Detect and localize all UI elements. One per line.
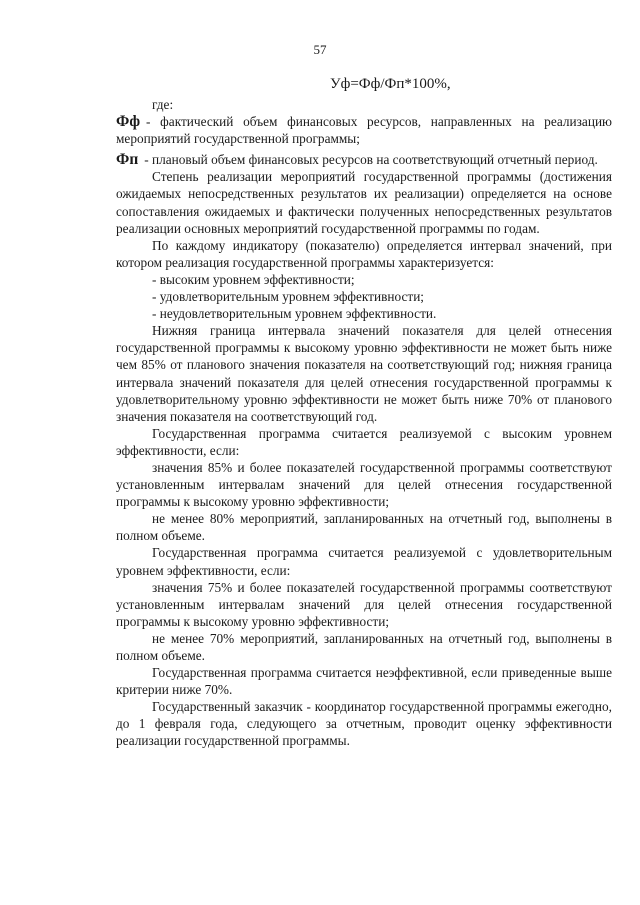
definition-fp: [116, 151, 612, 168]
definition-ff: [116, 113, 612, 147]
list-item: - неудовлетворительным уровнем эффективности.: [152, 306, 437, 322]
formula: [330, 76, 451, 93]
paragraph: не менее 80% мероприятий, запланированных на отчетный год, выполнены в полном объеме.: [116, 511, 612, 544]
list-item: - высоким уровнем эффективности;: [152, 271, 355, 287]
where-label: где:: [152, 97, 174, 112]
paragraph: Степень реализации мероприятий государственной программы (достижения ожидаемых непосредственных результатов их реализации) определяется на основе сопоставления ожидаемых и фактически полученных непосредственных результатов реализации основных мероприятий государственной программы по годам.: [116, 169, 612, 236]
paragraph: По каждому индикатору (показателю) определяется интервал значений, при котором реализация государственной программы характеризуется:: [116, 237, 612, 270]
paragraph: Государственный заказчик - координатор государственной программы ежегодно, до 1 февраля года, следующего за отчетным, проводит оценку эффективности реализации государственной программы.: [116, 699, 612, 749]
paragraph: значения 85% и более показателей государственной программы соответствуют установленным интервалам значений для целей отнесения государственной программы к высокому уровню эффективности;: [116, 459, 612, 510]
definition-term: Фп: [116, 151, 139, 169]
formula-suffix: ,: [446, 76, 451, 92]
paragraph: значения 75% и более показателей государственной программы соответствуют установленным интервалам значений для целей отнесения государственной программы к высокому уровню эффективности;: [116, 579, 612, 629]
paragraph: Нижняя граница интервала значений показателя для целей отнесения государственной программы к высокому уровню эффективности не может быть ниже чем 85% от планового значения показателя на соответствующий год; нижняя граница интервала значений показателя для целей отнесения государственной программы к удовлетворительному уровню эффективности не может быть ниже 70% от планового значения показателя на соответствующий год.: [116, 323, 612, 424]
paragraph: не менее 70% мероприятий, запланированных на отчетный год, выполнены в полном объеме.: [116, 630, 612, 663]
definition-text: - фактический объем финансовых ресурсов, направленных на реализацию мероприятий государственной программы;: [116, 114, 612, 147]
formula-text: Уф=Фф/Фп*100%: [330, 76, 447, 92]
definition-term: Фф: [116, 113, 141, 131]
document-body: [116, 96, 612, 750]
page-number: 57: [313, 42, 327, 57]
paragraph: Государственная программа считается реализуемой с высоким уровнем эффективности, если:: [116, 425, 612, 458]
list-item: - удовлетворительным уровнем эффективности;: [152, 289, 425, 305]
paragraph: Государственная программа считается неэффективной, если приведенные выше критерии ниже 70%.: [116, 665, 612, 698]
definition-text: - плановый объем финансовых ресурсов на соответствующий отчетный период.: [144, 152, 598, 168]
paragraph: Государственная программа считается реализуемой с удовлетворительным уровнем эффективности, если:: [116, 545, 612, 578]
